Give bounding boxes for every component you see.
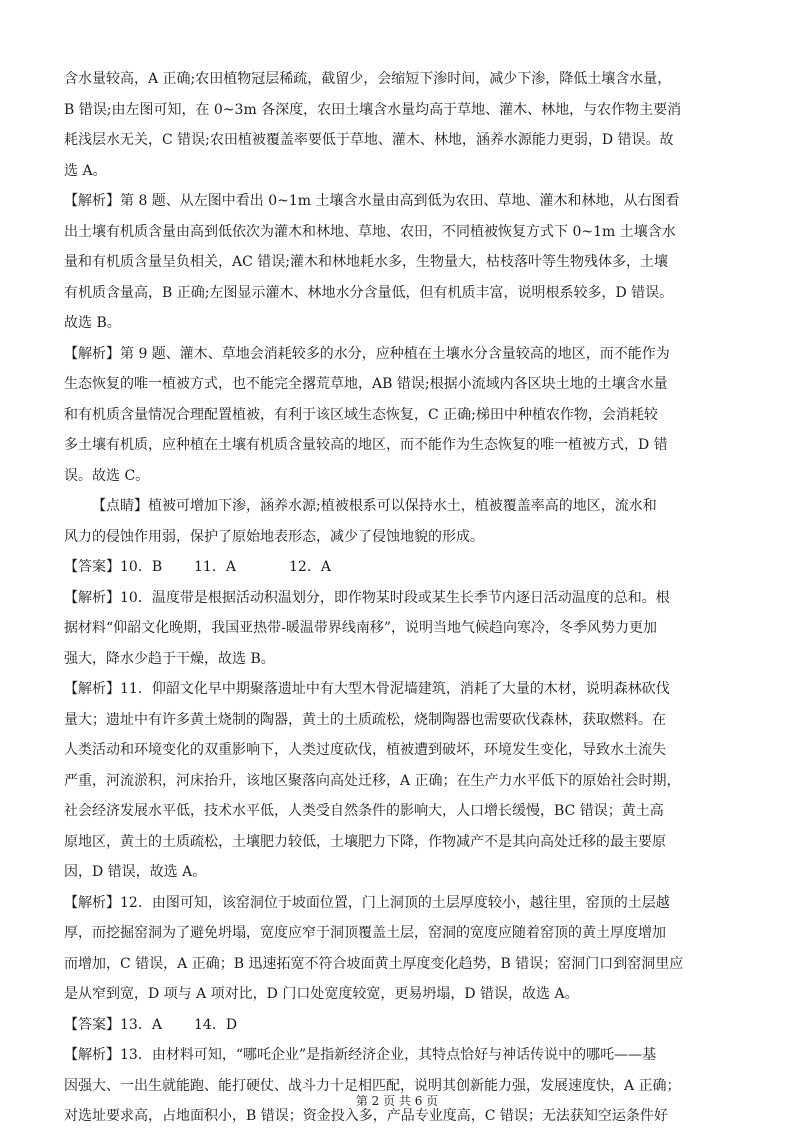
paragraph-analysis-10 xyxy=(64,583,712,675)
text-line: 【解析】10．温度带是根据活动积温划分，即作物某时段或某生长季节内逐日活动温度的总和。根 xyxy=(64,589,670,606)
text-line: 选 A。 xyxy=(64,162,107,179)
answer-13: 【答案】13．A xyxy=(64,1016,162,1033)
page-number-footer: 第 2 页 共 6 页 xyxy=(355,1094,439,1108)
text-line: 原地区，黄土的土质疏松，土壤肥力较低，土壤肥力下降，作物减产不是其向高处迁移的最主要原 xyxy=(64,833,666,850)
text-line: 量和有机质含量呈负相关，AC 错误;灌木和林地耗水多，生物量大，枯枝落叶等生物残体多，土壤 xyxy=(64,254,668,270)
paragraph-analysis-q9 xyxy=(64,339,712,492)
text-line: 耗浅层水无关，C 错误;农田植被覆盖率要低于草地、灌木、林地，涵养水源能力更弱，D 错误。故 xyxy=(64,132,674,148)
text-line: 【解析】第 9 题、灌木、草地会消耗较多的水分，应种植在土壤水分含量较高的地区，而不能作为 xyxy=(64,345,670,362)
text-line: 是从窄到宽，D 项与 A 项对比，D 门口处宽度较宽，更易坍塌，D 错误，故选 A。 xyxy=(64,986,579,1002)
text-line: 据材料“仰韶文化晚期，我国亚热带-暖温带界线南移”，说明当地气候趋向寒冷，冬季风势力更加 xyxy=(64,620,658,636)
answer-11: 11．A xyxy=(194,559,236,575)
text-line: 生态恢复的唯一植被方式，也不能完全撂荒草地，AB 错误;根据小流域内各区块土地的土壤含水量 xyxy=(64,376,668,392)
text-line: B 错误;由左图可知，在 0~3m 各深度，农田土壤含水量均高于草地、灌木、林地，与农作物主要消 xyxy=(64,101,682,118)
text-line: 人类活动和环境变化的双重影响下，人类过度砍伐，植被遭到破坏，环境发生变化，导致水土流失 xyxy=(64,742,666,758)
text-line: 【点睛】植被可增加下渗，涵养水源;植被根系可以保持水土，植被覆盖率高的地区，流水和 xyxy=(92,498,657,514)
answer-10: 【答案】10．B xyxy=(64,559,163,575)
paragraph-analysis-13 xyxy=(64,1040,712,1132)
text-line: 【解析】12．由图可知，该窑洞位于坡面位置，门上洞顶的土层厚度较小，越往里，窑顶的土层越 xyxy=(64,894,670,911)
paragraph-analysis-q8 xyxy=(64,186,712,339)
text-line: 和有机质含量情况合理配置植被，有利于该区域生态恢复，C 正确;梯田中种植农作物，会消耗较 xyxy=(64,406,658,423)
text-line: 因强大、一出生就能跑、能打硬仗、战斗力十足相匹配，说明其创新能力强，发展速度快，A 正确； xyxy=(64,1077,681,1094)
text-line: 出土壤有机质含量由高到低依次为灌木和林地、草地、农田，不同植被恢复方式下 0~1m 土壤含水 xyxy=(64,223,676,240)
text-line: 对选址要求高，占地面积小，B 错误；资金投入多，产品专业度高，C 错误；无法获知空运条件好 xyxy=(64,1108,668,1124)
text-line: 而增加，C 错误，A 正确；B 迅速拓宽不符合坡面黄土厚度变化趋势，B 错误；窑洞门口到窑洞里应 xyxy=(64,955,684,972)
text-line: 强大，降水少趋于干燥，故选 B。 xyxy=(64,650,275,667)
text-line: 严重，河流淤积，河床抬升，该地区聚落向高处迁移，A 正确；在生产力水平低下的原始社会时期， xyxy=(64,772,681,789)
text-line: 【解析】13．由材料可知，“哪吒企业”是指新经济企业，其特点恰好与神话传说中的哪吒——基 xyxy=(64,1047,657,1063)
text-line: 因，D 错误，故选 A。 xyxy=(64,864,207,880)
paragraph-analysis-12 xyxy=(64,888,712,1010)
answer-14: 14．D xyxy=(194,1016,238,1033)
text-line: 故选 B。 xyxy=(64,315,121,331)
text-line: 含水量较高，A 正确;农田植物冠层稀疏，截留少，会缩短下渗时间，减少下渗，降低土壤含水量， xyxy=(64,71,672,87)
answer-row-10-12 xyxy=(64,552,712,583)
text-line: 量大；遗址中有许多黄土烧制的陶器，黄土的土质疏松，烧制陶器也需要砍伐森林，获取燃料。在 xyxy=(64,711,666,728)
answer-row-13-14 xyxy=(64,1010,712,1041)
paragraph-q7-tail xyxy=(64,64,712,186)
text-line: 【解析】11．仰韶文化早中期聚落遗址中有大型木骨泥墙建筑，消耗了大量的木材，说明森林砍伐 xyxy=(64,681,670,697)
text-line: 社会经济发展水平低，技术水平低，人类受自然条件的影响大，人口增长缓慢，BC 错误；黄土高 xyxy=(64,803,664,819)
paragraph-analysis-11 xyxy=(64,674,712,888)
paragraph-key-point xyxy=(64,491,712,552)
text-line: 误。故选 C。 xyxy=(64,467,150,484)
text-line: 【解析】第 8 题、从左图中看出 0~1m 土壤含水量由高到低为农田、草地、灌木和林地，从右图看 xyxy=(64,193,680,209)
answer-12: 12．A xyxy=(289,559,331,575)
page-content xyxy=(64,64,712,1132)
text-line: 多土壤有机质，应种植在土壤有机质含量较高的地区，而不能作为生态恢复的唯一植被方式，D 错 xyxy=(64,437,668,453)
text-line: 有机质含量高，B 正确;左图显示灌木、林地水分含量低，但有机质丰富，说明根系较多，D 错误。 xyxy=(64,284,674,301)
text-line: 厚，而挖掘窑洞为了避免坍塌，宽度应窄于洞顶覆盖土层，窑洞的宽度应随着窑顶的黄土厚度增加 xyxy=(64,925,666,941)
text-line: 风力的侵蚀作用弱，保护了原始地表形态，减少了侵蚀地貌的形成。 xyxy=(64,528,484,545)
